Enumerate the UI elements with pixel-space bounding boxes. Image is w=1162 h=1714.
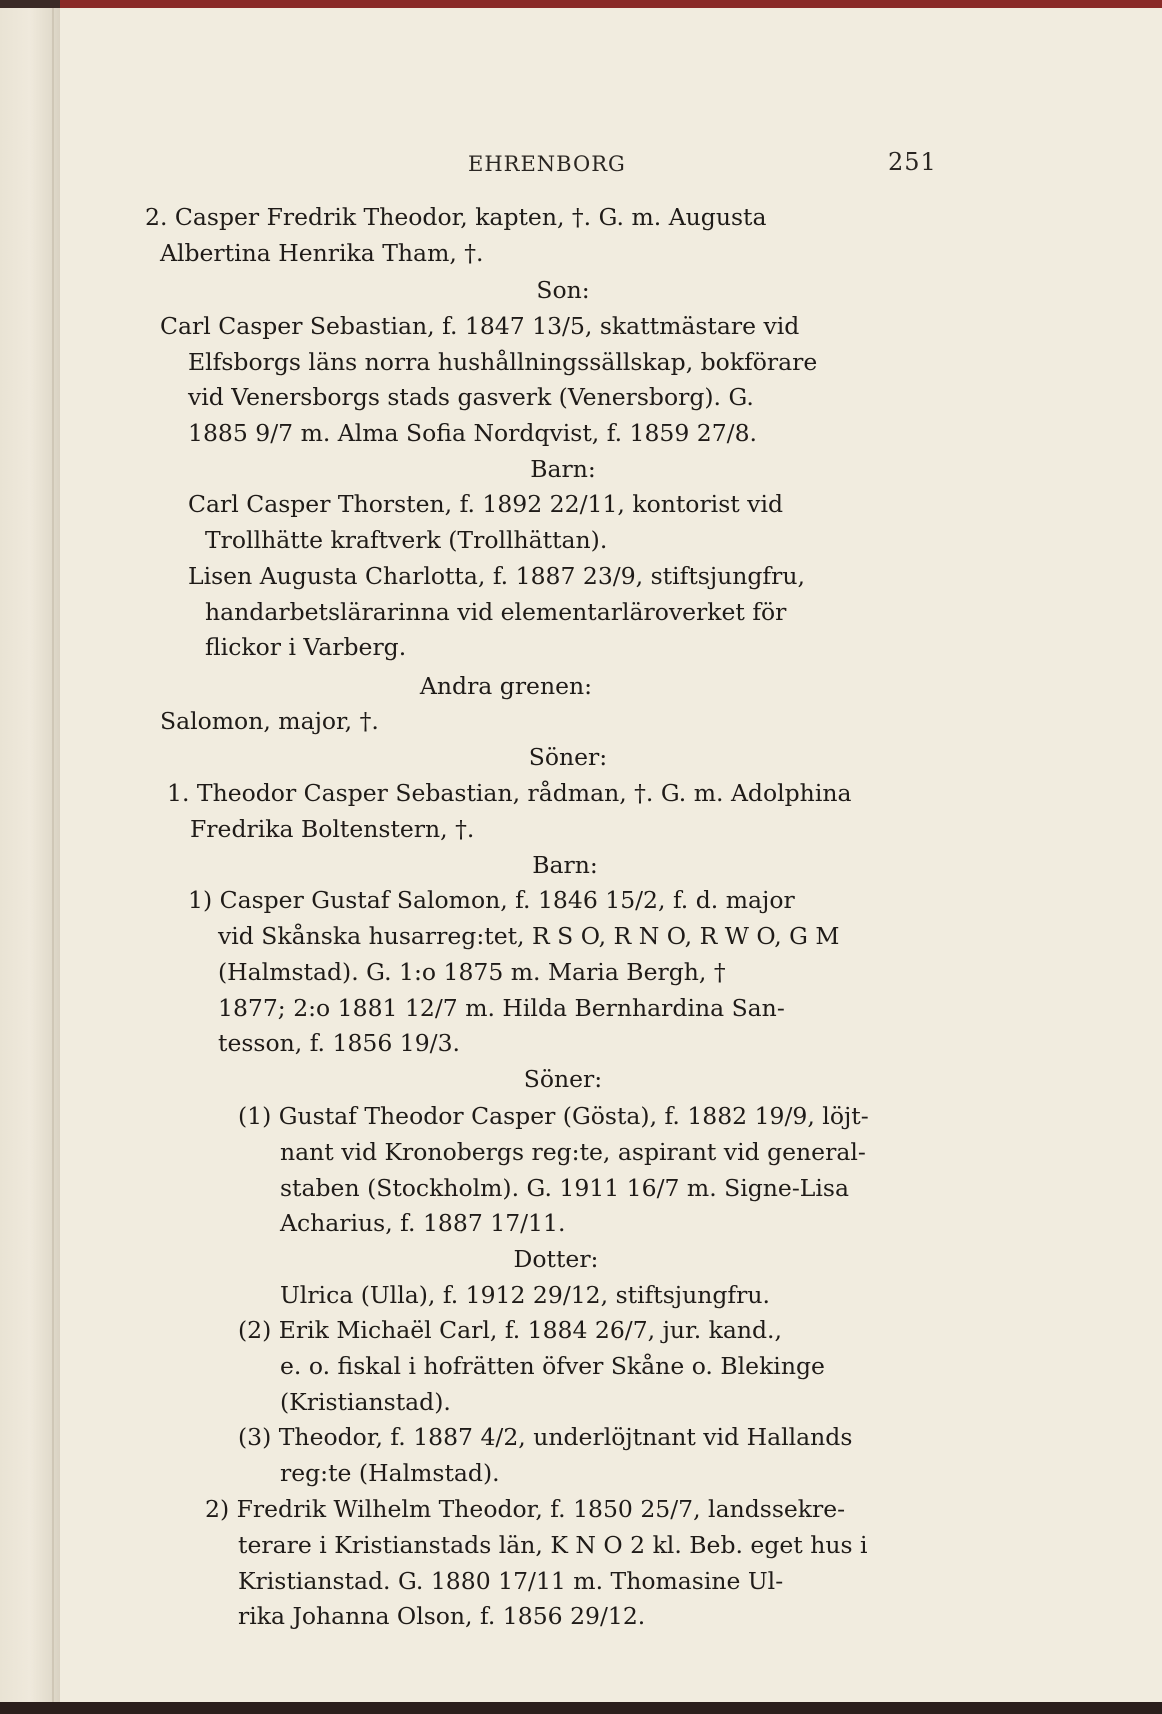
text-line: flickor i Varberg. bbox=[205, 633, 407, 661]
text-line: vid Skånska husarreg:tet, R S O, R N O, R W O, G M bbox=[218, 922, 840, 950]
text-line: (Halmstad). G. 1:o 1875 m. Maria Bergh, † bbox=[218, 958, 726, 986]
text-line: Ulrica (Ulla), f. 1912 29/12, stiftsjungfru. bbox=[280, 1281, 770, 1309]
text-line: Salomon, major, †. bbox=[160, 707, 379, 735]
running-title: EHRENBORG bbox=[468, 152, 626, 176]
text-line: staben (Stockholm). G. 1911 16/7 m. Signe-Lisa bbox=[280, 1174, 849, 1202]
text-line: 2) Fredrik Wilhelm Theodor, f. 1850 25/7, landssekre- bbox=[205, 1495, 846, 1523]
book-spine bbox=[0, 8, 60, 1702]
text-line: Andra grenen: bbox=[419, 672, 593, 700]
text-line: e. o. fiskal i hofrätten öfver Skåne o. Blekinge bbox=[280, 1352, 825, 1380]
text-line: Trollhätte kraftverk (Trollhättan). bbox=[205, 526, 608, 554]
text-line: terare i Kristianstads län, K N O 2 kl. Beb. eget hus i bbox=[238, 1531, 868, 1559]
text-line: Söner: bbox=[528, 743, 608, 771]
text-line: (Kristianstad). bbox=[280, 1388, 451, 1416]
text-line: Lisen Augusta Charlotta, f. 1887 23/9, stiftsjungfru, bbox=[188, 562, 805, 590]
text-line: nant vid Kronobergs reg:te, aspirant vid general- bbox=[280, 1138, 866, 1166]
text-line: 1. Theodor Casper Sebastian, rådman, †. G. m. Adolphina bbox=[167, 779, 852, 807]
text-line: Albertina Henrika Tham, †. bbox=[160, 239, 484, 267]
text-line: 1877; 2:o 1881 12/7 m. Hilda Bernhardina San- bbox=[218, 994, 785, 1022]
text-line: Barn: bbox=[530, 455, 596, 483]
top-edge-red bbox=[60, 0, 1162, 8]
text-line: rika Johanna Olson, f. 1856 29/12. bbox=[238, 1602, 646, 1630]
text-line: tesson, f. 1856 19/3. bbox=[218, 1029, 461, 1057]
text-line: Barn: bbox=[532, 851, 598, 879]
text-line: (3) Theodor, f. 1887 4/2, underlöjtnant vid Hallands bbox=[238, 1423, 853, 1451]
text-line: 2. Casper Fredrik Theodor, kapten, †. G. m. Augusta bbox=[145, 203, 767, 231]
text-line: (2) Erik Michaël Carl, f. 1884 26/7, jur. kand., bbox=[238, 1316, 782, 1344]
bottom-edge bbox=[0, 1702, 1162, 1714]
text-line: 1885 9/7 m. Alma Sofia Nordqvist, f. 1859 27/8. bbox=[188, 419, 758, 447]
text-line: Kristianstad. G. 1880 17/11 m. Thomasine Ul- bbox=[238, 1567, 784, 1595]
text-line: 1) Casper Gustaf Salomon, f. 1846 15/2, f. d. major bbox=[188, 886, 795, 914]
text-line: handarbetslärarinna vid elementarläroverket för bbox=[205, 598, 787, 626]
text-line: Acharius, f. 1887 17/11. bbox=[280, 1209, 566, 1237]
text-line: Carl Casper Thorsten, f. 1892 22/11, kontorist vid bbox=[188, 490, 784, 518]
gutter-line bbox=[52, 8, 54, 1702]
text-line: Fredrika Boltenstern, †. bbox=[190, 815, 475, 843]
page-number: 251 bbox=[888, 148, 937, 176]
text-line: Söner: bbox=[523, 1065, 603, 1093]
text-line: reg:te (Halmstad). bbox=[280, 1459, 500, 1487]
text-line: vid Venersborgs stads gasverk (Venersborg). G. bbox=[188, 383, 754, 411]
text-line: Elfsborgs läns norra hushållningssällskap, bokförare bbox=[188, 348, 818, 376]
text-line: Dotter: bbox=[513, 1245, 599, 1273]
text-line: (1) Gustaf Theodor Casper (Gösta), f. 1882 19/9, löjt- bbox=[238, 1102, 869, 1130]
text-line: Son: bbox=[536, 276, 590, 304]
text-line: Carl Casper Sebastian, f. 1847 13/5, skattmästare vid bbox=[160, 312, 800, 340]
